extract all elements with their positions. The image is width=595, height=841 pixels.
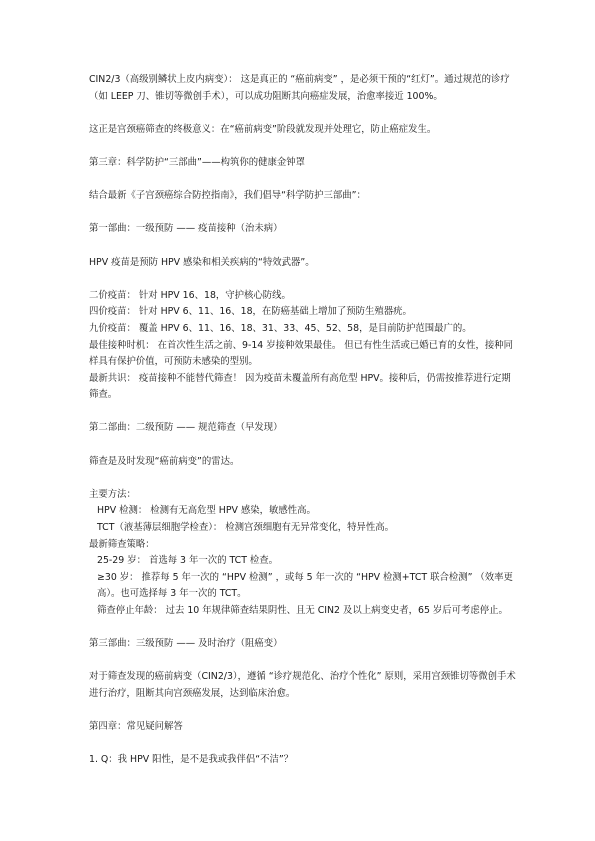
chapter-3-heading: 第三章：科学防护“三部曲”——构筑你的健康金钟罩	[89, 156, 305, 168]
section-tertiary-prevention-heading: 第三部曲：三级预防 —— 及时治疗（阻癌变）	[89, 638, 283, 650]
paragraph-gap	[89, 437, 519, 454]
paragraph-gap	[89, 138, 519, 155]
paragraph-guideline-intro: 结合最新《子宫颈癌综合防控指南》，我们倡导“科学防护三部曲”：	[89, 190, 366, 202]
paragraph-screening-meaning: 这正是宫颈癌筛查的终极意义：在“癌前病变”阶段就发现并处理它，防止癌症发生。	[89, 123, 437, 135]
paragraph-gap	[89, 238, 519, 255]
paragraph-gap	[89, 172, 519, 189]
paragraph-treatment: 对于筛查发现的癌前病变（CIN2/3），遵循 “诊疗规范化、治疗个性化” 原则，采用宫颈锥切等微创手术进行治疗，阻断其向宫颈癌发展，达到临床治愈。	[89, 671, 516, 699]
paragraph-vaccine-intro: HPV 疫苗是预防 HPV 感染和相关疾病的“特效武器”。	[89, 256, 315, 268]
paragraph-gap	[89, 703, 519, 720]
list-item-nonavalent: 九价疫苗： 覆盖 HPV 6、11、16、18、31、33、45、52、58，是目前防护范围最广的。	[89, 322, 472, 334]
paragraph-gap	[89, 620, 519, 637]
list-item-best-timing: 最佳接种时机： 在首次性生活之前、9-14 岁接种效果最佳。 但已有性生活或已婚已育的女性，接种同样具有保护价值，可预防未感染的型别。	[89, 339, 513, 368]
paragraph-gap	[89, 271, 519, 288]
list-item-tct: TCT（液基薄层细胞学检查）： 检测宫颈细胞有无异常变化，特异性高。	[97, 522, 394, 534]
paragraph-gap	[89, 205, 519, 222]
faq-question-1: 1. Q：我 HPV 阳性，是不是我或我伴侣“不洁”？	[89, 754, 294, 766]
list-item-hpv-test: HPV 检测： 检测有无高危型 HPV 感染，敏感性高。	[97, 505, 316, 517]
list-item-bivalent: 二价疫苗： 针对 HPV 16、18，守护核心防线。	[89, 289, 291, 301]
paragraph-gap	[89, 404, 519, 421]
paragraph-screening-radar: 筛查是及时发现“癌前病变”的雷达。	[89, 455, 240, 467]
list-item-quadrivalent: 四价疫苗： 针对 HPV 6、11、16、18，在防癌基础上增加了预防生殖器疣。	[89, 306, 412, 318]
section-primary-prevention-heading: 第一部曲：一级预防 —— 疫苗接种（治未病）	[89, 223, 283, 235]
paragraph-gap	[89, 653, 519, 670]
paragraph-gap	[89, 105, 519, 122]
subheading-main-methods: 主要方法：	[89, 488, 136, 500]
paragraph-cin23: CIN2/3（高级别鳞状上皮内病变）： 这是真正的 “癌前病变” ，是必须干预的“红灯”。通过规范的诊疗（如 LEEP 刀、锥切等微创手术），可以成功阻断其向癌症发展，治愈率接近 100%。	[89, 74, 510, 102]
section-secondary-prevention-heading: 第二部曲：二级预防 —— 规范筛查（早发现）	[89, 422, 283, 434]
list-item-stop-age: 筛查停止年龄： 过去 10 年规律筛查结果阴性、且无 CIN2 及以上病变史者，65 岁后可考虑停止。	[97, 605, 508, 616]
list-item-age-30-plus: ≥30 岁： 推荐每 5 年一次的 “HPV 检测” ，或每 5 年一次的 “HPV 检测+TCT 联合检测” （效率更高）。也可选择每 3 年一次的 TCT。	[97, 571, 513, 600]
paragraph-gap	[89, 736, 519, 753]
list-item-consensus: 最新共识： 疫苗接种不能替代筛查！ 因为疫苗未覆盖所有高危型 HPV。接种后，仍需按推荐进行定期筛查。	[89, 372, 511, 401]
document-page	[89, 72, 519, 769]
list-item-age-25-29: 25-29 岁： 首选每 3 年一次的 TCT 检查。	[97, 555, 279, 567]
paragraph-gap	[89, 470, 519, 487]
subheading-screening-strategy: 最新筛查策略：	[89, 538, 155, 550]
chapter-4-heading: 第四章：常见疑问解答	[89, 721, 183, 733]
